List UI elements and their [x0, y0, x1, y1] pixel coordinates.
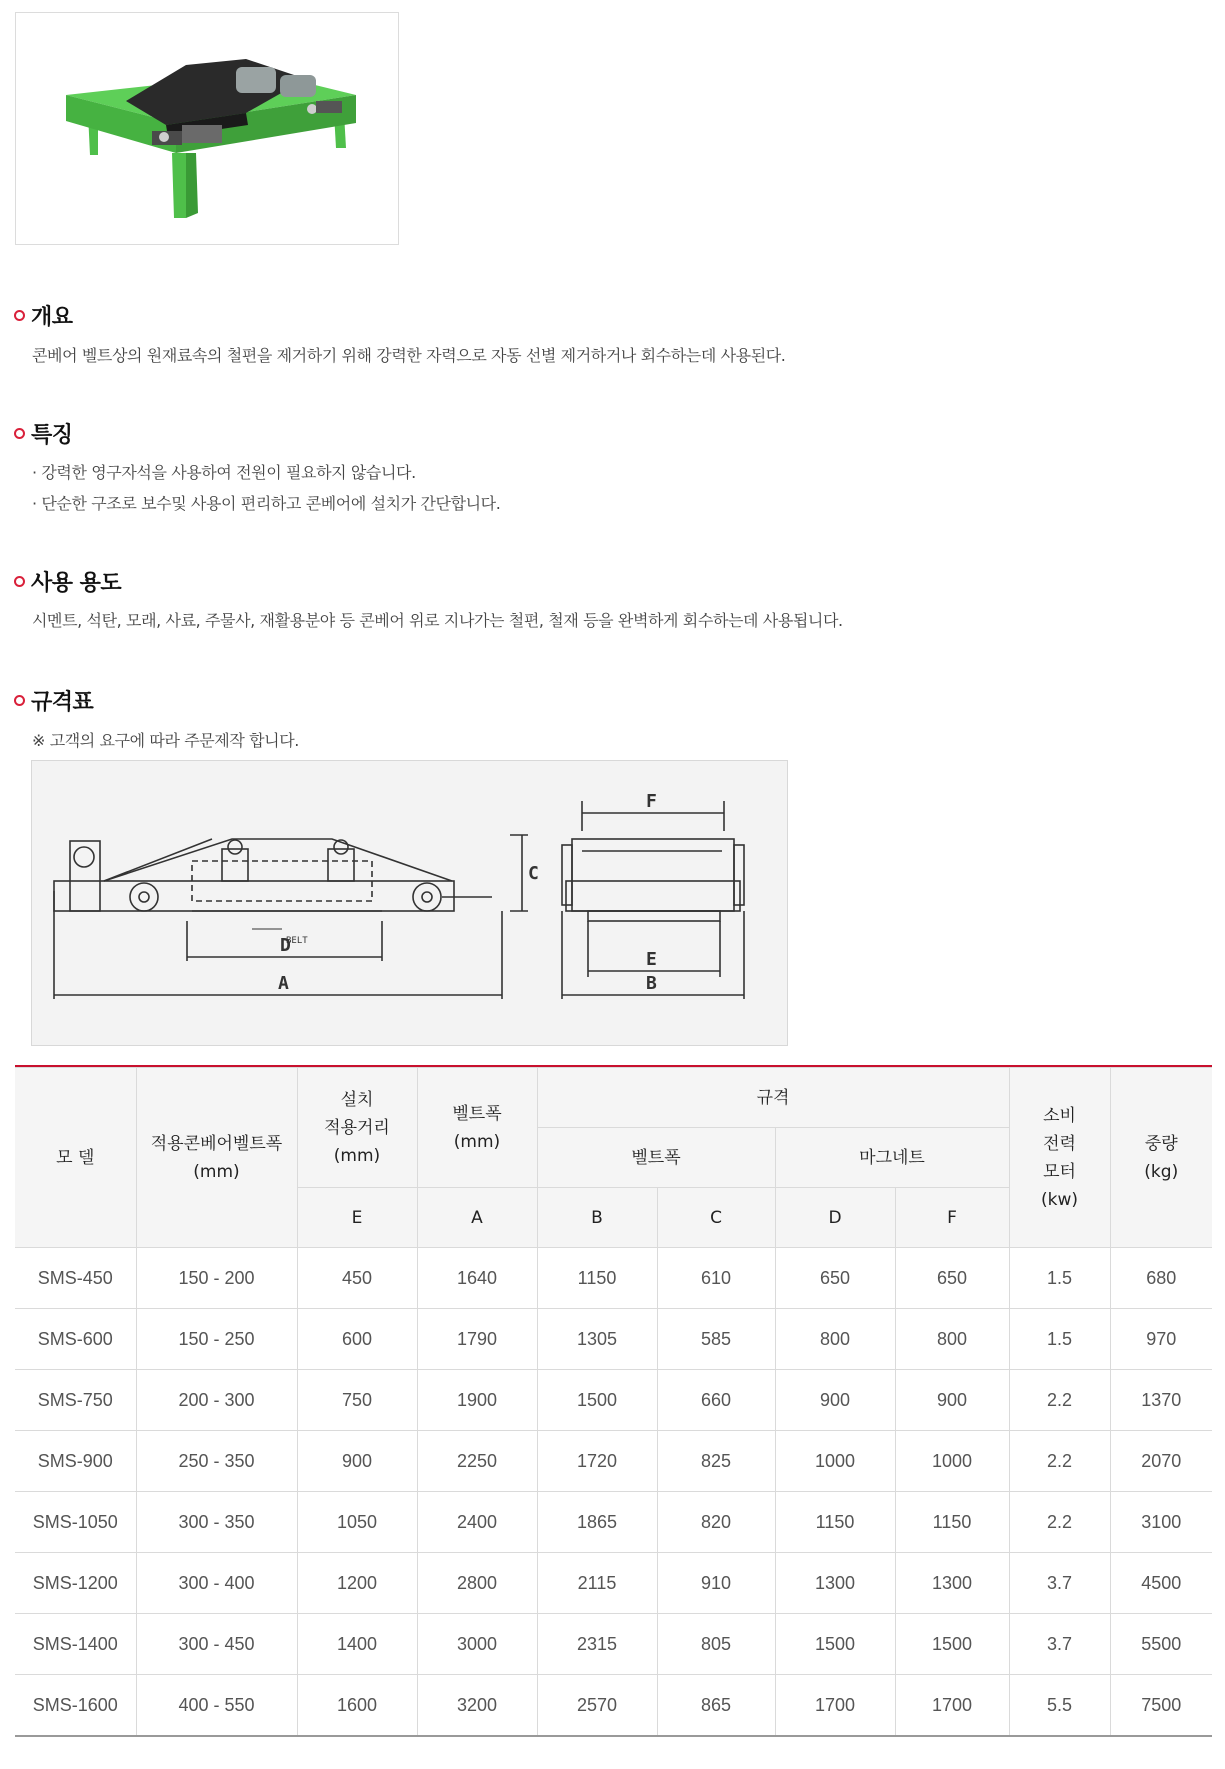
bullet-ring-icon — [14, 695, 25, 706]
cell-d: 1000 — [775, 1431, 895, 1492]
table-row — [15, 1492, 1212, 1553]
features-title — [14, 418, 73, 449]
cell-e: 1400 — [297, 1614, 417, 1675]
cell-d: 1300 — [775, 1553, 895, 1614]
cell-e: 750 — [297, 1370, 417, 1431]
cell-conveyor: 200 - 300 — [136, 1370, 297, 1431]
cell-f: 1300 — [895, 1553, 1009, 1614]
cell-e: 600 — [297, 1309, 417, 1370]
cell-model: SMS-900 — [15, 1431, 136, 1492]
diagram-label-b: B — [646, 973, 657, 994]
header-e: E — [297, 1188, 417, 1248]
cell-f: 650 — [895, 1248, 1009, 1309]
header-conveyor-width — [136, 1068, 297, 1248]
bullet-ring-icon — [14, 428, 25, 439]
overview-title-text: 개요 — [31, 305, 73, 330]
header-power — [1009, 1068, 1110, 1248]
bullet-ring-icon — [14, 310, 25, 321]
cell-power: 2.2 — [1009, 1431, 1110, 1492]
product-photo — [15, 12, 399, 245]
header-line: 모터 — [1043, 1161, 1076, 1182]
header-line: 적용거리 — [324, 1117, 390, 1138]
header-line: (mm) — [333, 1145, 381, 1166]
table-row — [15, 1248, 1212, 1309]
header-line: (kg) — [1144, 1161, 1179, 1182]
overview-title — [14, 300, 73, 331]
magnetic-separator-illustration — [16, 13, 398, 244]
header-line: 전력 — [1043, 1133, 1076, 1154]
cell-conveyor: 300 - 350 — [136, 1492, 297, 1553]
table-row — [15, 1553, 1212, 1614]
cell-a: 1790 — [417, 1309, 537, 1370]
cell-b: 2315 — [537, 1614, 657, 1675]
dimension-drawing — [32, 761, 787, 1045]
header-f: F — [895, 1188, 1009, 1248]
dimension-diagram — [31, 760, 788, 1046]
cell-b: 1720 — [537, 1431, 657, 1492]
cell-c: 825 — [657, 1431, 775, 1492]
cell-e: 450 — [297, 1248, 417, 1309]
cell-model: SMS-1400 — [15, 1614, 136, 1675]
usage-text: 시멘트, 석탄, 모래, 사료, 주물사, 재활용분야 등 콘베어 위로 지나가는 철편, 철재 등을 완벽하게 회수하는데 사용됩니다. — [32, 611, 843, 630]
header-b: B — [537, 1188, 657, 1248]
header-belt-width: 벨트폭 — [537, 1128, 775, 1188]
header-weight — [1110, 1068, 1212, 1248]
cell-e: 900 — [297, 1431, 417, 1492]
cell-e: 1200 — [297, 1553, 417, 1614]
cell-a: 1900 — [417, 1370, 537, 1431]
cell-model: SMS-600 — [15, 1309, 136, 1370]
header-model: 모 델 — [15, 1068, 136, 1248]
cell-power: 3.7 — [1009, 1553, 1110, 1614]
cell-conveyor: 300 - 450 — [136, 1614, 297, 1675]
diagram-label-a: A — [278, 973, 289, 994]
cell-weight: 3100 — [1110, 1492, 1212, 1553]
cell-d: 650 — [775, 1248, 895, 1309]
spec-title — [14, 685, 93, 716]
cell-f: 1500 — [895, 1614, 1009, 1675]
overview-text: 콘베어 벨트상의 원재료속의 철편을 제거하기 위해 강력한 자력으로 자동 선별 제거하거나 회수하는데 사용된다. — [32, 346, 786, 365]
table-row — [15, 1370, 1212, 1431]
cell-weight: 7500 — [1110, 1675, 1212, 1737]
cell-b: 1150 — [537, 1248, 657, 1309]
cell-b: 1865 — [537, 1492, 657, 1553]
cell-weight: 2070 — [1110, 1431, 1212, 1492]
header-spec: 규격 — [537, 1068, 1009, 1128]
feature-item: · 강력한 영구자석을 사용하여 전원이 필요하지 않습니다. — [32, 463, 416, 482]
cell-c: 820 — [657, 1492, 775, 1553]
table-row — [15, 1431, 1212, 1492]
header-line: 설치 — [340, 1089, 374, 1110]
diagram-label-f: F — [646, 791, 657, 812]
header-line: (mm) — [453, 1131, 501, 1152]
diagram-belt-label: BELT — [286, 936, 308, 946]
header-line: 적용콘베어벨트폭 — [150, 1133, 283, 1154]
usage-title — [14, 566, 121, 597]
cell-a: 3000 — [417, 1614, 537, 1675]
cell-c: 660 — [657, 1370, 775, 1431]
cell-d: 1500 — [775, 1614, 895, 1675]
cell-c: 910 — [657, 1553, 775, 1614]
cell-model: SMS-750 — [15, 1370, 136, 1431]
cell-c: 805 — [657, 1614, 775, 1675]
cell-power: 5.5 — [1009, 1675, 1110, 1737]
header-line: 소비 — [1043, 1105, 1076, 1126]
header-magnet: 마그네트 — [775, 1128, 1009, 1188]
diagram-label-d: D — [280, 935, 291, 956]
cell-weight: 970 — [1110, 1309, 1212, 1370]
cell-model: SMS-1050 — [15, 1492, 136, 1553]
cell-power: 2.2 — [1009, 1370, 1110, 1431]
features-title-text: 특징 — [31, 423, 73, 448]
header-belt-width-a — [417, 1068, 537, 1188]
header-line: 중량 — [1144, 1133, 1178, 1154]
spec-table — [15, 1065, 1212, 1737]
cell-power: 1.5 — [1009, 1309, 1110, 1370]
cell-d: 900 — [775, 1370, 895, 1431]
cell-power: 3.7 — [1009, 1614, 1110, 1675]
header-d: D — [775, 1188, 895, 1248]
cell-c: 610 — [657, 1248, 775, 1309]
cell-d: 1700 — [775, 1675, 895, 1737]
cell-power: 1.5 — [1009, 1248, 1110, 1309]
header-line: (kw) — [1040, 1189, 1078, 1210]
cell-model: SMS-1200 — [15, 1553, 136, 1614]
spec-title-text: 규격표 — [31, 690, 94, 715]
cell-conveyor: 250 - 350 — [136, 1431, 297, 1492]
header-line: (mm) — [193, 1161, 240, 1182]
cell-b: 2570 — [537, 1675, 657, 1737]
cell-f: 1000 — [895, 1431, 1009, 1492]
diagram-label-e: E — [646, 949, 657, 970]
cell-a: 1640 — [417, 1248, 537, 1309]
table-row — [15, 1614, 1212, 1675]
cell-weight: 680 — [1110, 1248, 1212, 1309]
table-row — [15, 1675, 1212, 1737]
cell-e: 1600 — [297, 1675, 417, 1737]
cell-a: 2400 — [417, 1492, 537, 1553]
cell-c: 585 — [657, 1309, 775, 1370]
bullet-ring-icon — [14, 576, 25, 587]
cell-model: SMS-450 — [15, 1248, 136, 1309]
cell-conveyor: 300 - 400 — [136, 1553, 297, 1614]
cell-conveyor: 150 - 200 — [136, 1248, 297, 1309]
diagram-label-c: C — [528, 863, 539, 884]
cell-weight: 5500 — [1110, 1614, 1212, 1675]
cell-a: 2800 — [417, 1553, 537, 1614]
cell-c: 865 — [657, 1675, 775, 1737]
usage-title-text: 사용 용도 — [31, 571, 122, 596]
spec-note: ※ 고객의 요구에 따라 주문제작 합니다. — [32, 731, 299, 750]
cell-e: 1050 — [297, 1492, 417, 1553]
cell-d: 800 — [775, 1309, 895, 1370]
cell-weight: 4500 — [1110, 1553, 1212, 1614]
cell-b: 2115 — [537, 1553, 657, 1614]
cell-f: 900 — [895, 1370, 1009, 1431]
cell-d: 1150 — [775, 1492, 895, 1553]
cell-conveyor: 150 - 250 — [136, 1309, 297, 1370]
table-row — [15, 1309, 1212, 1370]
cell-model: SMS-1600 — [15, 1675, 136, 1737]
feature-item: · 단순한 구조로 보수및 사용이 편리하고 콘베어에 설치가 간단합니다. — [32, 494, 501, 513]
cell-b: 1500 — [537, 1370, 657, 1431]
cell-a: 2250 — [417, 1431, 537, 1492]
cell-f: 800 — [895, 1309, 1009, 1370]
cell-f: 1700 — [895, 1675, 1009, 1737]
cell-power: 2.2 — [1009, 1492, 1110, 1553]
cell-b: 1305 — [537, 1309, 657, 1370]
cell-weight: 1370 — [1110, 1370, 1212, 1431]
header-c: C — [657, 1188, 775, 1248]
header-a: A — [417, 1188, 537, 1248]
cell-f: 1150 — [895, 1492, 1009, 1553]
cell-conveyor: 400 - 550 — [136, 1675, 297, 1737]
header-line: 벨트폭 — [452, 1103, 502, 1124]
header-install-distance — [297, 1068, 417, 1188]
cell-a: 3200 — [417, 1675, 537, 1737]
